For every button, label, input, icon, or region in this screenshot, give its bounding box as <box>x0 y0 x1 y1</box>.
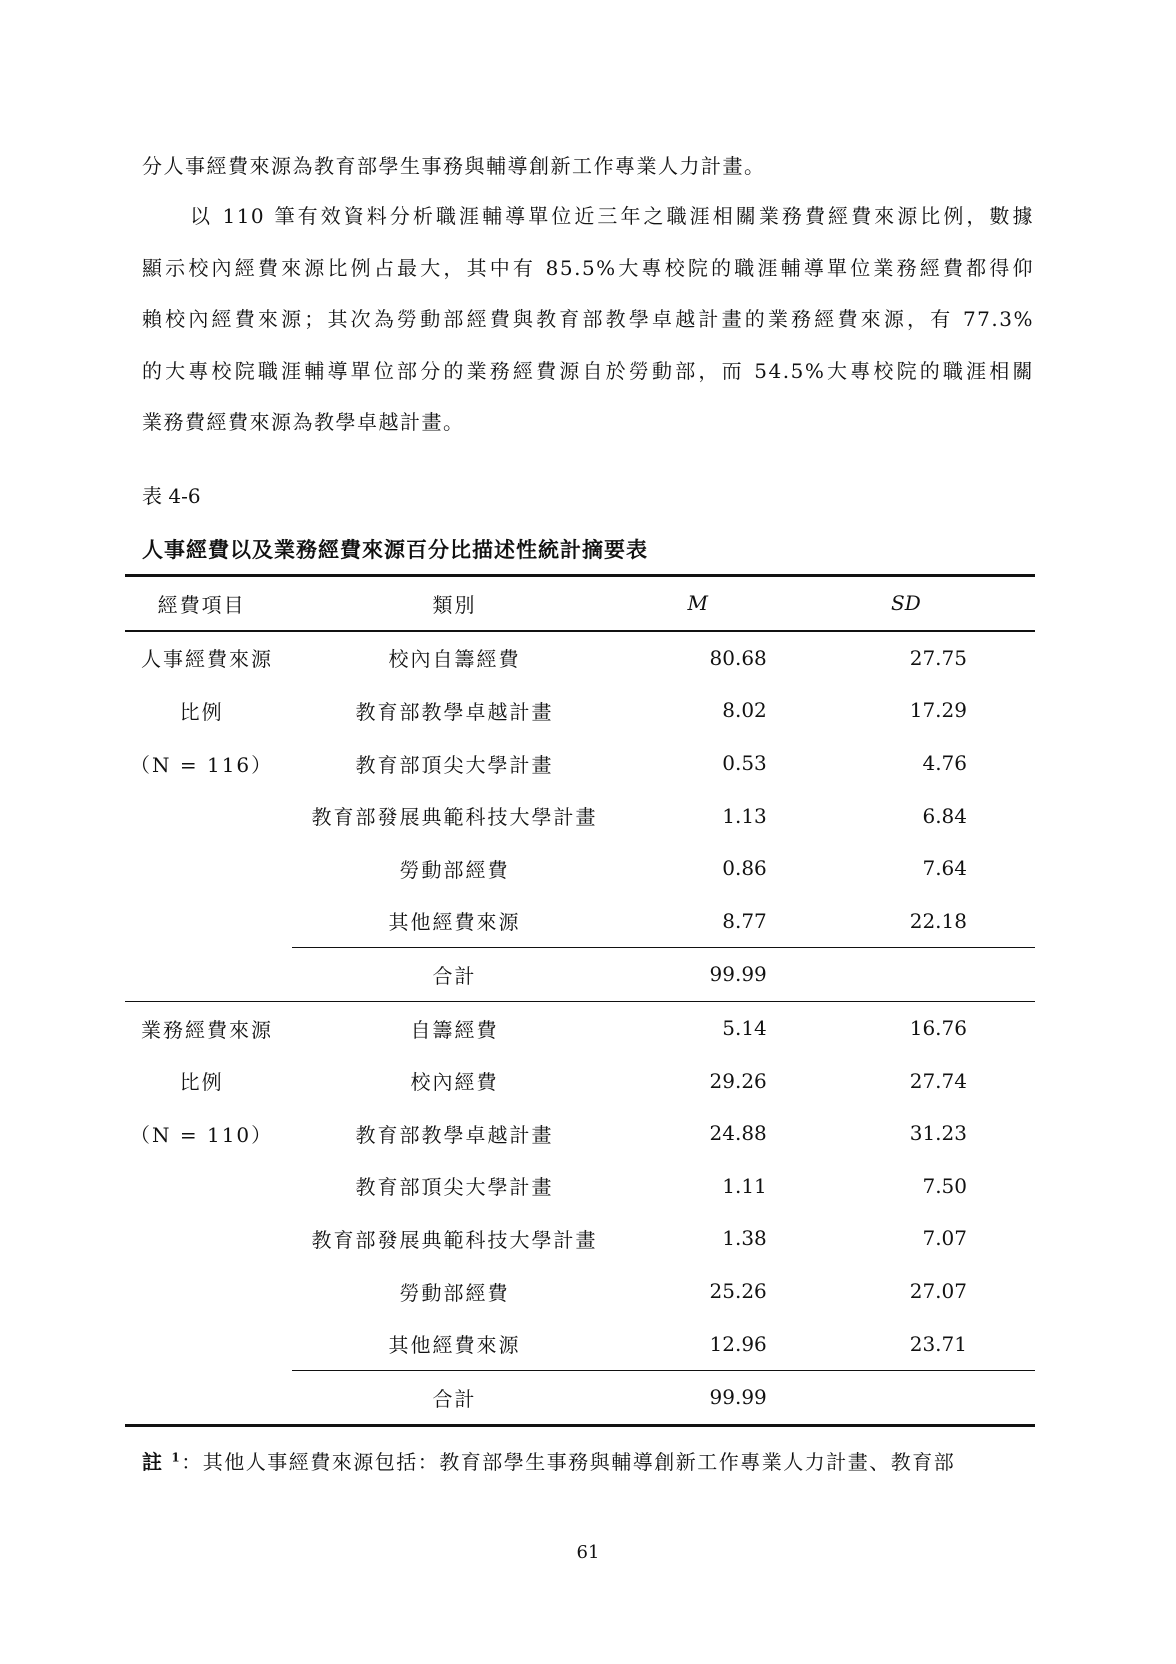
paragraph-line: 顯示校內經費來源比例占最大，其中有 85.5%大專校院的職涯輔導單位業務經費都得仰 <box>142 256 1034 280</box>
paragraph-line: 以 110 筆有效資料分析職涯輔導單位近三年之職涯相關業務費經費來源比例，數據 <box>190 204 1034 228</box>
total-label: 合計 <box>292 1370 617 1425</box>
statistics-table <box>125 574 1035 1427</box>
sd-cell: 4.76 <box>922 751 967 776</box>
group-sample-size: （N = 110） <box>130 1122 274 1147</box>
sd-cell: 7.64 <box>922 856 967 881</box>
table-note <box>142 1446 955 1475</box>
table-label: 表 4-6 <box>142 484 201 508</box>
sd-cell: 7.07 <box>922 1226 967 1251</box>
mean-cell: 0.53 <box>722 751 767 776</box>
note-superscript: 1 <box>171 1450 182 1465</box>
category-cell: 校內自籌經費 <box>388 647 521 672</box>
table-total-row <box>125 1370 1035 1425</box>
table-row <box>125 1001 1035 1054</box>
table-row <box>125 737 1035 790</box>
mean-cell: 1.13 <box>722 803 767 828</box>
mean-cell: 25.26 <box>709 1279 767 1304</box>
header-item: 經費項目 <box>157 592 246 617</box>
category-cell: 教育部教學卓越計畫 <box>355 1122 554 1147</box>
group-item-label: 人事經費來源 <box>141 647 273 672</box>
table-row <box>125 1054 1035 1107</box>
table-row <box>125 1317 1035 1370</box>
category-cell: 勞動部經費 <box>399 857 510 882</box>
category-cell: 教育部頂尖大學計畫 <box>355 1175 554 1200</box>
paragraph-line: 業務費經費來源為教學卓越計畫。 <box>142 410 465 434</box>
mean-cell: 1.38 <box>722 1226 767 1251</box>
total-sd <box>809 948 1035 1002</box>
table-row <box>125 895 1035 948</box>
total-sd <box>809 1370 1035 1425</box>
mean-cell: 0.86 <box>722 856 767 881</box>
sd-cell: 7.50 <box>922 1173 967 1198</box>
sd-cell: 17.29 <box>909 698 967 723</box>
total-mean: 99.99 <box>617 1370 809 1425</box>
mean-cell: 29.26 <box>709 1068 767 1093</box>
table-title: 人事經費以及業務經費來源百分比描述性統計摘要表 <box>142 538 648 562</box>
mean-cell: 80.68 <box>709 645 767 670</box>
page-number: 61 <box>576 1542 600 1563</box>
mean-cell: 8.77 <box>722 908 767 933</box>
total-mean: 99.99 <box>617 948 809 1002</box>
sd-cell: 27.07 <box>909 1279 967 1304</box>
category-cell: 勞動部經費 <box>399 1280 510 1305</box>
sd-cell: 6.84 <box>922 803 967 828</box>
sd-cell: 23.71 <box>909 1331 967 1356</box>
sd-cell: 22.18 <box>909 908 967 933</box>
table-row <box>125 1212 1035 1265</box>
header-mean: M <box>687 591 709 616</box>
table-total-row <box>125 948 1035 1002</box>
mean-cell: 12.96 <box>709 1331 767 1356</box>
category-cell: 其他經費來源 <box>388 1333 521 1358</box>
table-row <box>125 1107 1035 1160</box>
category-cell: 自籌經費 <box>410 1017 499 1042</box>
sd-cell: 31.23 <box>909 1121 967 1146</box>
paragraph-line: 分人事經費來源為教育部學生事務與輔導創新工作專業人力計畫。 <box>142 154 766 178</box>
category-cell: 其他經費來源 <box>388 910 521 935</box>
mean-cell: 8.02 <box>722 698 767 723</box>
mean-cell: 5.14 <box>722 1016 767 1041</box>
header-category: 類別 <box>432 592 477 617</box>
note-text: ：其他人事經費來源包括：教育部學生事務與輔導創新工作專業人力計畫、教育部 <box>181 1450 956 1474</box>
table-row <box>125 684 1035 737</box>
category-cell: 校內經費 <box>410 1070 499 1095</box>
category-cell: 教育部發展典範科技大學計畫 <box>311 805 598 830</box>
group-item-label: 比例 <box>179 699 224 724</box>
sd-cell: 27.75 <box>909 645 967 670</box>
sd-cell: 16.76 <box>909 1016 967 1041</box>
table-row <box>125 1160 1035 1213</box>
paragraph-line: 賴校內經費來源；其次為勞動部經費與教育部教學卓越計畫的業務經費來源，有 77.3% <box>142 307 1034 331</box>
table-header-row <box>125 576 1035 631</box>
category-cell: 教育部發展典範科技大學計畫 <box>311 1227 598 1252</box>
header-sd: SD <box>891 591 921 616</box>
table-row <box>125 1265 1035 1318</box>
category-cell: 教育部頂尖大學計畫 <box>355 752 554 777</box>
total-label: 合計 <box>292 948 617 1002</box>
paragraph-line: 的大專校院職涯輔導單位部分的業務經費源自於勞動部，而 54.5%大專校院的職涯相關 <box>142 359 1034 383</box>
mean-cell: 24.88 <box>709 1121 767 1146</box>
group-item-label: 比例 <box>179 1070 224 1095</box>
group-item-label: 業務經費來源 <box>141 1017 273 1042</box>
note-label: 註 <box>142 1450 164 1474</box>
category-cell: 教育部教學卓越計畫 <box>355 699 554 724</box>
group-sample-size: （N = 116） <box>130 752 274 777</box>
table-row <box>125 789 1035 842</box>
table-row <box>125 631 1035 685</box>
sd-cell: 27.74 <box>909 1068 967 1093</box>
mean-cell: 1.11 <box>722 1173 767 1198</box>
table-row <box>125 842 1035 895</box>
